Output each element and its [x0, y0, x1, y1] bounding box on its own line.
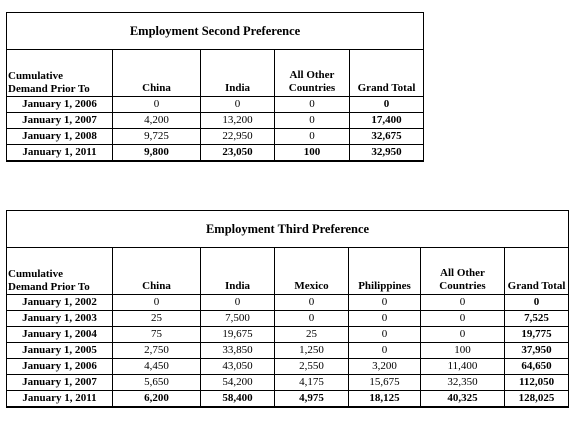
cell: 25 [275, 327, 349, 343]
cell: 4,975 [275, 391, 349, 408]
cell: 58,400 [201, 391, 275, 408]
cell: 0 [421, 327, 505, 343]
row-date: January 1, 2007 [7, 375, 113, 391]
column-header: All Other Countries [421, 248, 505, 295]
row-header-cell [7, 248, 113, 295]
cell: 0 [201, 295, 275, 311]
cell: 0 [113, 97, 201, 113]
cell: 15,675 [349, 375, 421, 391]
total-cell: 128,025 [505, 391, 569, 408]
table-row [7, 295, 569, 311]
total-cell: 64,650 [505, 359, 569, 375]
row-date: January 1, 2005 [7, 343, 113, 359]
row-date: January 1, 2008 [7, 129, 113, 145]
column-header: China [113, 50, 201, 97]
cell: 11,400 [421, 359, 505, 375]
total-cell: 7,525 [505, 311, 569, 327]
cell: 2,550 [275, 359, 349, 375]
cell: 25 [113, 311, 201, 327]
cell: 18,125 [349, 391, 421, 408]
table-title: Employment Second Preference [7, 13, 424, 50]
row-date: January 1, 2004 [7, 327, 113, 343]
table-row [7, 97, 424, 113]
cell: 0 [421, 311, 505, 327]
row-date: January 1, 2007 [7, 113, 113, 129]
cell: 2,750 [113, 343, 201, 359]
row-date: January 1, 2006 [7, 359, 113, 375]
cell: 1,250 [275, 343, 349, 359]
column-header: India [201, 248, 275, 295]
cell: 5,650 [113, 375, 201, 391]
cell: 0 [275, 129, 350, 145]
table-row [7, 311, 569, 327]
cell: 40,325 [421, 391, 505, 408]
row-date: January 1, 2003 [7, 311, 113, 327]
employment-second-preference-table [6, 12, 424, 162]
total-cell: 32,950 [350, 145, 424, 162]
cell: 9,725 [113, 129, 201, 145]
table-row [7, 391, 569, 408]
row-date: January 1, 2011 [7, 145, 113, 162]
cell: 23,050 [201, 145, 275, 162]
cell: 0 [349, 295, 421, 311]
column-header: Grand Total [350, 50, 424, 97]
row-date: January 1, 2006 [7, 97, 113, 113]
cell: 9,800 [113, 145, 201, 162]
row-header-line2: Demand Prior To [8, 83, 90, 95]
total-cell: 112,050 [505, 375, 569, 391]
column-header: Philippines [349, 248, 421, 295]
cell: 100 [421, 343, 505, 359]
cell: 54,200 [201, 375, 275, 391]
cell: 0 [275, 311, 349, 327]
cell: 0 [275, 295, 349, 311]
cell: 0 [275, 97, 350, 113]
cell: 4,450 [113, 359, 201, 375]
table-row [7, 145, 424, 162]
column-header: All Other Countries [275, 50, 350, 97]
total-cell: 17,400 [350, 113, 424, 129]
total-cell: 0 [505, 295, 569, 311]
row-header-line2: Demand Prior To [8, 281, 90, 293]
row-date: January 1, 2002 [7, 295, 113, 311]
cell: 7,500 [201, 311, 275, 327]
cell: 0 [349, 311, 421, 327]
column-header: Mexico [275, 248, 349, 295]
table-row [7, 359, 569, 375]
cell: 0 [349, 343, 421, 359]
cell: 0 [421, 295, 505, 311]
cell: 4,175 [275, 375, 349, 391]
cell: 4,200 [113, 113, 201, 129]
cell: 3,200 [349, 359, 421, 375]
total-cell: 37,950 [505, 343, 569, 359]
cell: 6,200 [113, 391, 201, 408]
cell: 43,050 [201, 359, 275, 375]
cell: 0 [275, 113, 350, 129]
total-cell: 32,675 [350, 129, 424, 145]
row-header-line1: Cumulative [8, 268, 63, 280]
cell: 100 [275, 145, 350, 162]
table-row [7, 129, 424, 145]
cell: 0 [201, 97, 275, 113]
cell: 32,350 [421, 375, 505, 391]
cell: 22,950 [201, 129, 275, 145]
row-header-cell [7, 50, 113, 97]
table-title: Employment Third Preference [7, 211, 569, 248]
employment-third-preference-table [6, 210, 569, 408]
table-row [7, 343, 569, 359]
column-header: China [113, 248, 201, 295]
cell: 13,200 [201, 113, 275, 129]
table-row [7, 113, 424, 129]
row-date: January 1, 2011 [7, 391, 113, 408]
cell: 0 [349, 327, 421, 343]
column-header: Grand Total [505, 248, 569, 295]
table-row [7, 327, 569, 343]
cell: 33,850 [201, 343, 275, 359]
column-header: India [201, 50, 275, 97]
total-cell: 0 [350, 97, 424, 113]
cell: 0 [113, 295, 201, 311]
table-row [7, 375, 569, 391]
cell: 75 [113, 327, 201, 343]
row-header-line1: Cumulative [8, 70, 63, 82]
cell: 19,675 [201, 327, 275, 343]
total-cell: 19,775 [505, 327, 569, 343]
